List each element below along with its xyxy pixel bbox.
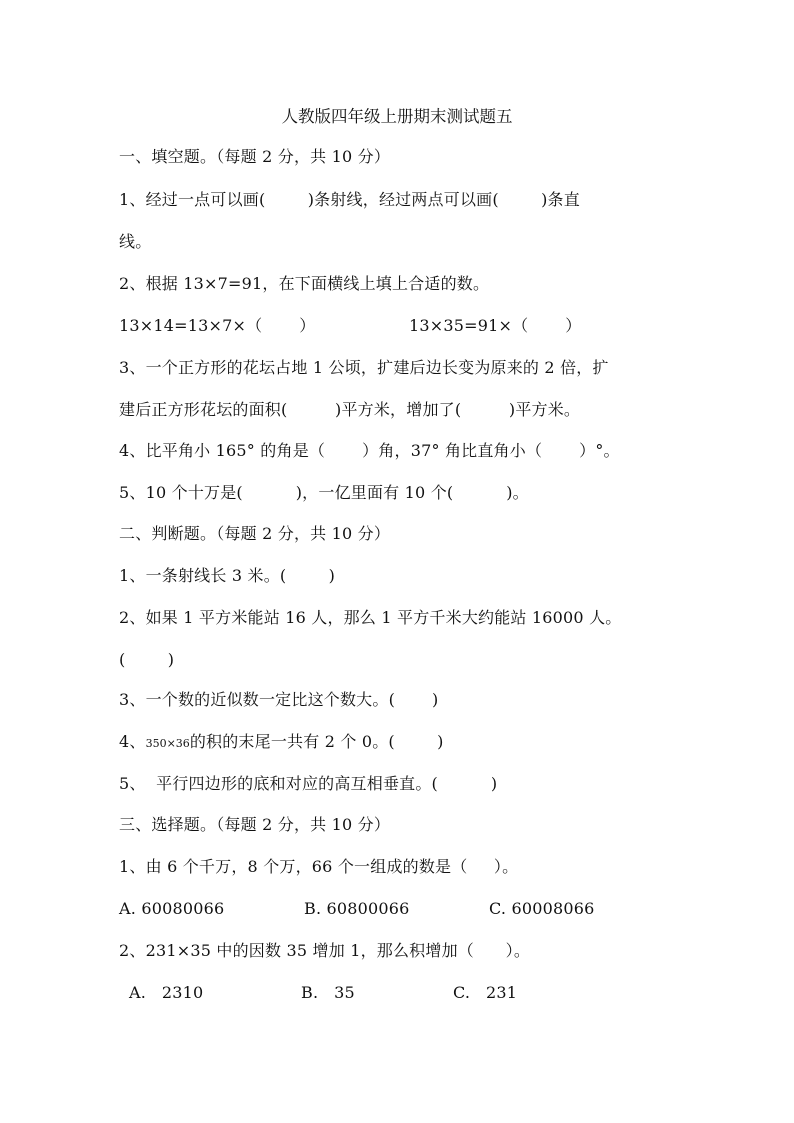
option-c: C. 60008066 [489, 899, 595, 918]
question-text: 2、根据 13×7=91，在下面横线上填上合适的数。 [119, 274, 490, 293]
question-text: 13×14=13×7×（ ） [119, 316, 316, 335]
section-heading-fill-in: 一、填空题。（每题 2 分，共 10 分） [119, 147, 391, 166]
section-heading-judgement: 二、判断题。（每题 2 分，共 10 分） [119, 524, 391, 543]
question-text [119, 732, 444, 754]
question-text: 2、如果 1 平方米能站 16 人，那么 1 平方千米大约能站 16000 人。 [119, 608, 622, 627]
question-text: 建后正方形花坛的面积( )平方米，增加了( )平方米。 [119, 400, 581, 419]
question-text: 3、一个正方形的花坛占地 1 公顷，扩建后边长变为原来的 2 倍，扩 [119, 358, 609, 377]
question-text: 3、一个数的近似数一定比这个数大。( ) [119, 690, 439, 709]
option-c: C. 231 [453, 983, 518, 1002]
question-text: ( ) [119, 650, 175, 669]
question-text: 4、比平角小 165° 的角是（ ）角，37° 角比直角小（ ）°。 [119, 441, 620, 460]
question-text: 13×35=91×（ ） [409, 316, 582, 335]
question-text: 1、经过一点可以画( )条射线，经过两点可以画( )条直 [119, 190, 580, 209]
page-title: 人教版四年级上册期末测试题五 [281, 107, 513, 126]
option-a: A. 60080066 [119, 899, 225, 918]
question-text: 1、一条射线长 3 米。( ) [119, 566, 336, 585]
math-expression: 350×36 [145, 737, 190, 750]
question-text: 线。 [119, 232, 152, 251]
question-body: 的积的末尾一共有 2 个 0。( ) [189, 732, 444, 751]
section-heading-choice: 三、选择题。（每题 2 分，共 10 分） [119, 815, 391, 834]
question-text: 1、由 6 个千万，8 个万，66 个一组成的数是（ ）。 [119, 857, 519, 876]
question-number: 4、 [119, 732, 146, 751]
question-text: 5、 平行四边形的底和对应的高互相垂直。( ) [119, 774, 498, 793]
question-text: 2、231×35 中的因数 35 增加 1，那么积增加（ ）。 [119, 941, 531, 960]
option-a: A. 2310 [129, 983, 204, 1002]
option-b: B. 60800066 [304, 899, 410, 918]
option-b: B. 35 [301, 983, 355, 1002]
question-text: 5、10 个十万是( )，一亿里面有 10 个( )。 [119, 483, 529, 502]
